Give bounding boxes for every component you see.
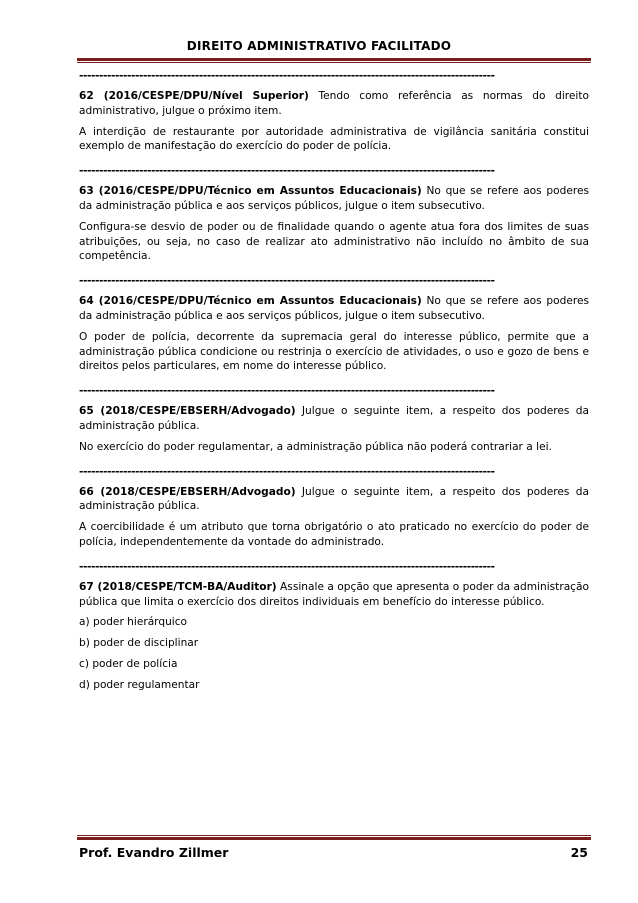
question-statement: No exercício do poder regulamentar, a administração pública não poderá contrariar a lei.: [79, 440, 552, 453]
question-statement: O poder de polícia, decorrente da supremacia geral do interesse público, permite que a administração pública condicione ou restrinja o exercício de atividades, o uso e gozo de bens e direitos pelos particulares, em nome do interesse público.: [79, 330, 589, 373]
question-text: Assinale a opção que apresenta o poder da administração pública que limita o exercício dos direitos individuais em benefício do interesse público.: [79, 580, 589, 608]
answer-option-c: c) poder de polícia: [79, 657, 178, 670]
question-65: [79, 384, 589, 454]
page-number: 25: [570, 845, 588, 860]
separator-line: --------------------------------------------------------------------------------------------------------: [79, 165, 495, 178]
question-text: Julgue o seguinte item, a respeito dos poderes da administração pública.: [79, 405, 590, 432]
question-text: No que se refere aos poderes da administração pública e aos serviços públicos, julgue o item subsecutivo.: [79, 185, 589, 212]
answer-option-a: a) poder hierárquico: [79, 616, 188, 629]
answer-option-d: d) poder regulamentar: [79, 678, 200, 691]
question-stem: [79, 89, 589, 119]
question-62: [79, 69, 589, 154]
question-ref: 66 (2018/CESPE/EBSERH/Advogado): [79, 485, 296, 498]
question-ref: 67 (2018/CESPE/TCM-BA/Auditor): [79, 580, 277, 593]
questions-content: [79, 69, 589, 693]
question-stem: [79, 404, 589, 434]
running-header-title: DIREITO ADMINISTRATIVO FACILITADO: [186, 39, 452, 53]
question-stem: [79, 294, 589, 324]
question-66: [79, 465, 589, 550]
footer-author: Prof. Evandro Zillmer: [79, 845, 229, 860]
question-stem: [79, 184, 589, 214]
question-statement: A coercibilidade é um atributo que torna obrigatório o ato praticado no exercício do poder de polícia, independentemente da vontade do administrado.: [79, 521, 589, 548]
question-statement: Configura-se desvio de poder ou de finalidade quando o agente atua fora dos limites de suas atribuições, ou seja, no caso de realizar ato administrativo não incluído no âmbito de sua competência.: [79, 220, 589, 263]
footer-rule-thin: [77, 835, 591, 836]
question-text: Tendo como referência as normas do direito administrativo, julgue o próximo item.: [79, 90, 589, 117]
question-ref: 63 (2016/CESPE/DPU/Técnico em Assuntos Educacionais): [79, 185, 422, 198]
question-ref: 65 (2018/CESPE/EBSERH/Advogado): [79, 405, 296, 418]
separator-line: --------------------------------------------------------------------------------------------------------: [79, 465, 495, 478]
question-63: [79, 164, 589, 264]
header-rule-thin: [77, 62, 591, 63]
separator-line: --------------------------------------------------------------------------------------------------------: [79, 275, 495, 288]
header-rule: [77, 58, 591, 61]
question-ref: 62 (2016/CESPE/DPU/Nível Superior): [79, 90, 309, 102]
question-ref: 64 (2016/CESPE/DPU/Técnico em Assuntos Educacionais): [79, 295, 422, 308]
question-67: [79, 560, 589, 693]
question-stem: [79, 485, 589, 515]
question-text: No que se refere aos poderes da administração pública e aos serviços públicos, julgue o item subsecutivo.: [79, 295, 589, 322]
separator-line: --------------------------------------------------------------------------------------------------------: [79, 385, 495, 398]
answer-option-b: b) poder de disciplinar: [79, 637, 199, 650]
question-statement: A interdição de restaurante por autoridade administrativa de vigilância sanitária constitui exemplo de manifestação do exercício do poder de polícia.: [79, 125, 589, 153]
separator-line: --------------------------------------------------------------------------------------------------------: [79, 560, 495, 573]
separator-line: --------------------------------------------------------------------------------------------------------: [79, 70, 495, 82]
question-stem: [79, 580, 589, 610]
question-64: [79, 274, 589, 374]
footer-rule: [77, 837, 591, 840]
question-text: Julgue o seguinte item, a respeito dos poderes da administração pública.: [79, 485, 590, 513]
